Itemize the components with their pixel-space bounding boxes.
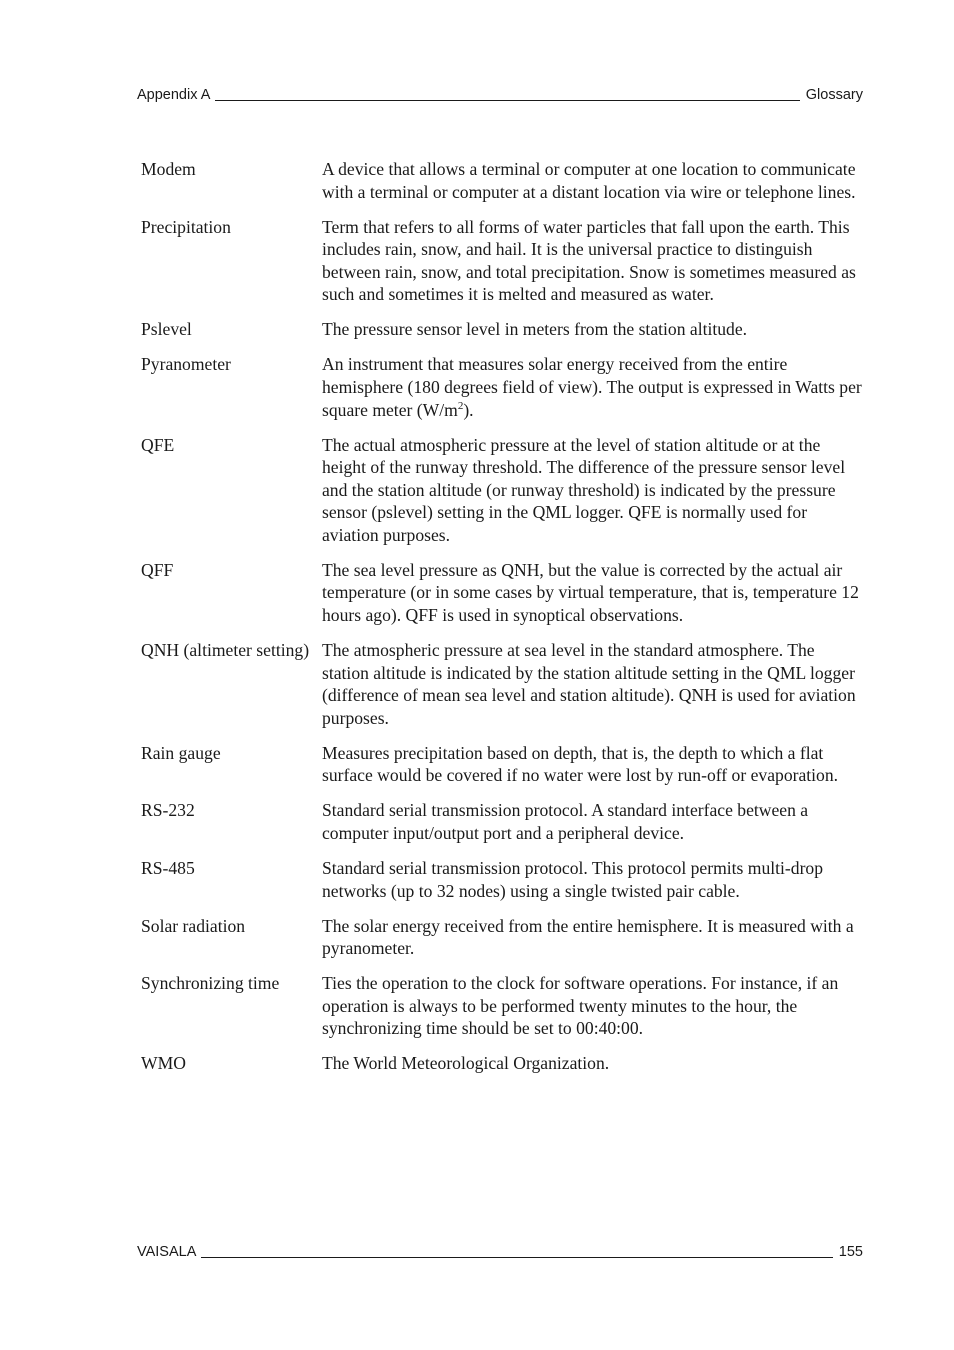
page-header [137, 87, 863, 104]
glossary-term: Pyranometer [141, 354, 231, 375]
header-section-label: Appendix A [137, 87, 211, 103]
glossary-term: Pslevel [141, 319, 192, 340]
header-rule [215, 100, 799, 101]
glossary-entry [141, 972, 863, 1040]
glossary-term: QNH (altimeter setting) [141, 640, 310, 661]
glossary-entry [141, 158, 863, 203]
glossary-definition: A device that allows a terminal or computer at one location to communicate with a terminal or computer at a distant location via wire or telephone lines. [322, 159, 856, 202]
header-chapter-label: Glossary [805, 87, 863, 103]
glossary-entry [141, 639, 863, 729]
glossary-definition [322, 353, 863, 421]
definition-superscript: 2 [457, 399, 464, 412]
glossary-entry [141, 799, 863, 844]
glossary-term: QFE [141, 434, 175, 455]
glossary-list [141, 158, 863, 1087]
glossary-definition: Measures precipitation based on depth, that is, the depth to which a flat surface would be covered if no water were lost by run-off or evaporation. [322, 742, 839, 786]
glossary-entry [141, 216, 863, 306]
glossary-definition: Ties the operation to the clock for software operations. For instance, if an operation is always to be performed twenty minutes to the hour, the synchronizing time should be set to 00:40:00. [322, 973, 839, 1039]
glossary-definition: Term that refers to all forms of water particles that fall upon the earth. This includes rain, snow, and hail. It is the universal practice to distinguish between rain, snow, and total precipitation. Snow is sometimes measured as such and sometimes it is melted and measured as water. [322, 216, 856, 305]
glossary-definition: The solar energy received from the entire hemisphere. It is measured with a pyranometer. [322, 915, 854, 959]
glossary-term: Modem [141, 159, 196, 179]
definition-text: An instrument that measures solar energy received from the entire hemisphere (180 degrees field of view). The output is expressed in Watts per square meter (W/m [322, 354, 862, 420]
glossary-entry [141, 915, 863, 960]
glossary-definition: The actual atmospheric pressure at the level of station altitude or at the height of the runway threshold. The difference of the pressure sensor level and the station altitude (or runway threshold) is indicated by the pressure sensor (pslevel) setting in the QML logger. QFE is normally used for aviation purposes. [322, 434, 846, 545]
glossary-term: RS-232 [141, 800, 195, 821]
glossary-term: Solar radiation [141, 915, 246, 936]
glossary-definition: The World Meteorological Organization. [322, 1053, 610, 1074]
glossary-entry [141, 353, 863, 421]
footer-rule [201, 1257, 832, 1258]
glossary-entry [141, 434, 863, 547]
glossary-entry [141, 1052, 863, 1075]
footer-brand: VAISALA [137, 1244, 197, 1260]
glossary-entry [141, 742, 863, 787]
glossary-entry [141, 857, 863, 902]
glossary-definition: Standard serial transmission protocol. A standard interface between a computer input/output port and a peripheral device. [322, 800, 809, 843]
glossary-term: WMO [141, 1053, 186, 1074]
page-footer [137, 1244, 863, 1261]
glossary-term: QFF [141, 559, 174, 580]
glossary-term: Synchronizing time [141, 973, 280, 994]
glossary-entry [141, 559, 863, 627]
glossary-definition: Standard serial transmission protocol. This protocol permits multi-drop networks (up to 32 nodes) using a single twisted pair cable. [322, 857, 824, 901]
glossary-definition: The sea level pressure as QNH, but the value is corrected by the actual air temperature (or in some cases by virtual temperature, that is, temperature 12 hours ago). QFF is used in synoptical observations. [322, 559, 859, 626]
glossary-term: Rain gauge [141, 742, 221, 763]
glossary-entry [141, 318, 863, 341]
glossary-term: Precipitation [141, 216, 231, 237]
page-number: 155 [838, 1244, 863, 1260]
glossary-definition: The pressure sensor level in meters from the station altitude. [322, 319, 748, 340]
glossary-definition: The atmospheric pressure at sea level in the standard atmosphere. The station altitude is indicated by the station altitude setting in the QML logger (difference of mean sea level and station altitude). QNH is used for aviation purposes. [322, 640, 856, 728]
definition-text-end: ). [463, 399, 474, 420]
glossary-term: RS-485 [141, 857, 195, 878]
